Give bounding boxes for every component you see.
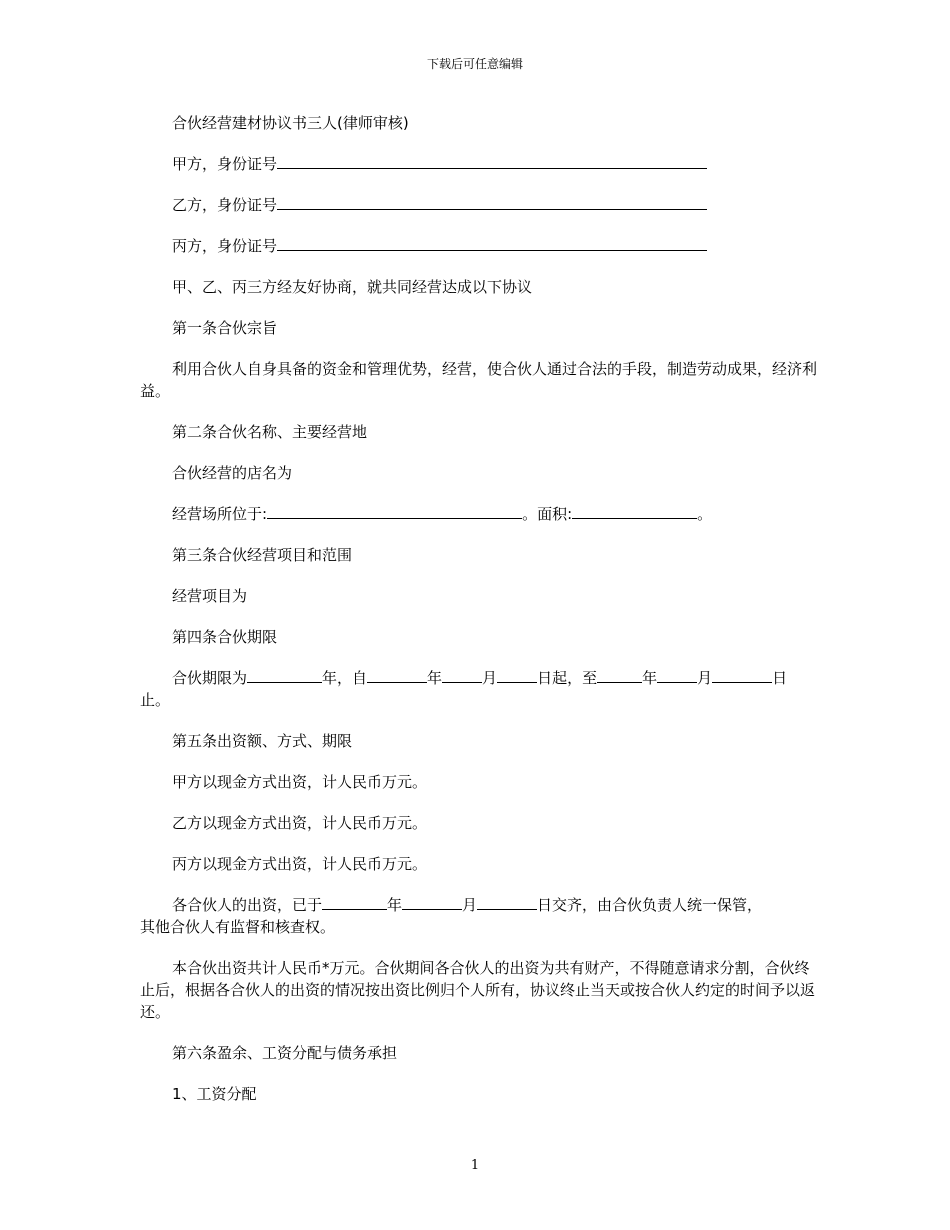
payment-year-blank (322, 895, 387, 910)
term-text-1: 合伙期限为 (172, 669, 248, 687)
end-day-blank (712, 668, 772, 683)
location-end: 。 (697, 505, 713, 523)
payment-month-blank (402, 895, 462, 910)
term-text-7: 月 (697, 669, 713, 687)
party-b-id-blank (277, 195, 707, 210)
article3-heading: 第三条合伙经营项目和范围 (172, 546, 353, 564)
article2-heading: 第二条合伙名称、主要经营地 (172, 423, 368, 441)
term-text-3: 年 (427, 669, 443, 687)
article4-heading: 第四条合伙期限 (172, 628, 278, 646)
payment-text-2: 年 (387, 896, 403, 914)
party-a-line (140, 153, 820, 175)
payment-day-blank (477, 895, 537, 910)
term-text-9: 止。 (140, 691, 171, 709)
article3-items: 经营项目为 (172, 587, 248, 605)
end-year-blank (597, 668, 642, 683)
location-blank (267, 504, 522, 519)
term-text-4: 月 (482, 669, 498, 687)
party-a-id-blank (277, 154, 707, 169)
article4-term-line (140, 667, 820, 711)
article2-location-line (140, 503, 820, 525)
document-body (140, 112, 820, 1124)
term-text-2: 年，自 (322, 669, 368, 687)
term-text-8: 日 (772, 669, 788, 687)
payment-text-1: 各合伙人的出资，已于 (172, 896, 323, 914)
article5-party-a: 甲方以现金方式出资，计人民币万元。 (172, 773, 428, 791)
article5-total: 本合伙出资共计人民币*万元。合伙期间各合伙人的出资为共有财产，不得随意请求分割，合伙终止后，根据各合伙人的出资的情况按出资比例归个人所有，协议终止当天或按合伙人约定的时间予以返还。 (140, 959, 816, 1021)
document-title: 合伙经营建材协议书三人(律师审核) (172, 114, 409, 132)
page-number: 1 (470, 1158, 480, 1173)
start-year-blank (367, 668, 427, 683)
article5-party-c: 丙方以现金方式出资，计人民币万元。 (172, 855, 428, 873)
start-month-blank (442, 668, 482, 683)
article6-heading: 第六条盈余、工资分配与债务承担 (172, 1044, 398, 1062)
payment-text-3: 月 (462, 896, 478, 914)
page-header: 下载后可任意编辑 (426, 57, 523, 71)
party-b-line (140, 194, 820, 216)
intro-paragraph: 甲、乙、丙三方经友好协商，就共同经营达成以下协议 (172, 278, 533, 296)
location-label: 经营场所位于: (172, 505, 268, 523)
area-blank (572, 504, 697, 519)
term-text-5: 日起，至 (537, 669, 598, 687)
article6-sub1: 1、工资分配 (172, 1085, 257, 1103)
article1-body: 利用合伙人自身具备的资金和管理优势，经营，使合伙人通过合法的手段，制造劳动成果，经济利益。 (140, 360, 818, 400)
payment-text-4: 日交齐，由合伙负责人统一保管， (537, 896, 763, 914)
party-c-label: 丙方，身份证号 (172, 237, 278, 255)
end-month-blank (657, 668, 697, 683)
article1-heading: 第一条合伙宗旨 (172, 319, 278, 337)
term-years-blank (247, 668, 322, 683)
article2-store: 合伙经营的店名为 (172, 464, 293, 482)
term-text-6: 年 (642, 669, 658, 687)
party-b-label: 乙方，身份证号 (172, 196, 278, 214)
article5-party-b: 乙方以现金方式出资，计人民币万元。 (172, 814, 428, 832)
party-a-label: 甲方，身份证号 (172, 155, 278, 173)
area-label: 。面积: (522, 505, 573, 523)
article5-payment-line (140, 894, 820, 938)
party-c-id-blank (277, 236, 707, 251)
article5-heading: 第五条出资额、方式、期限 (172, 732, 353, 750)
party-c-line (140, 235, 820, 257)
payment-text-5: 其他合伙人有监督和核查权。 (140, 918, 336, 936)
start-day-blank (497, 668, 537, 683)
